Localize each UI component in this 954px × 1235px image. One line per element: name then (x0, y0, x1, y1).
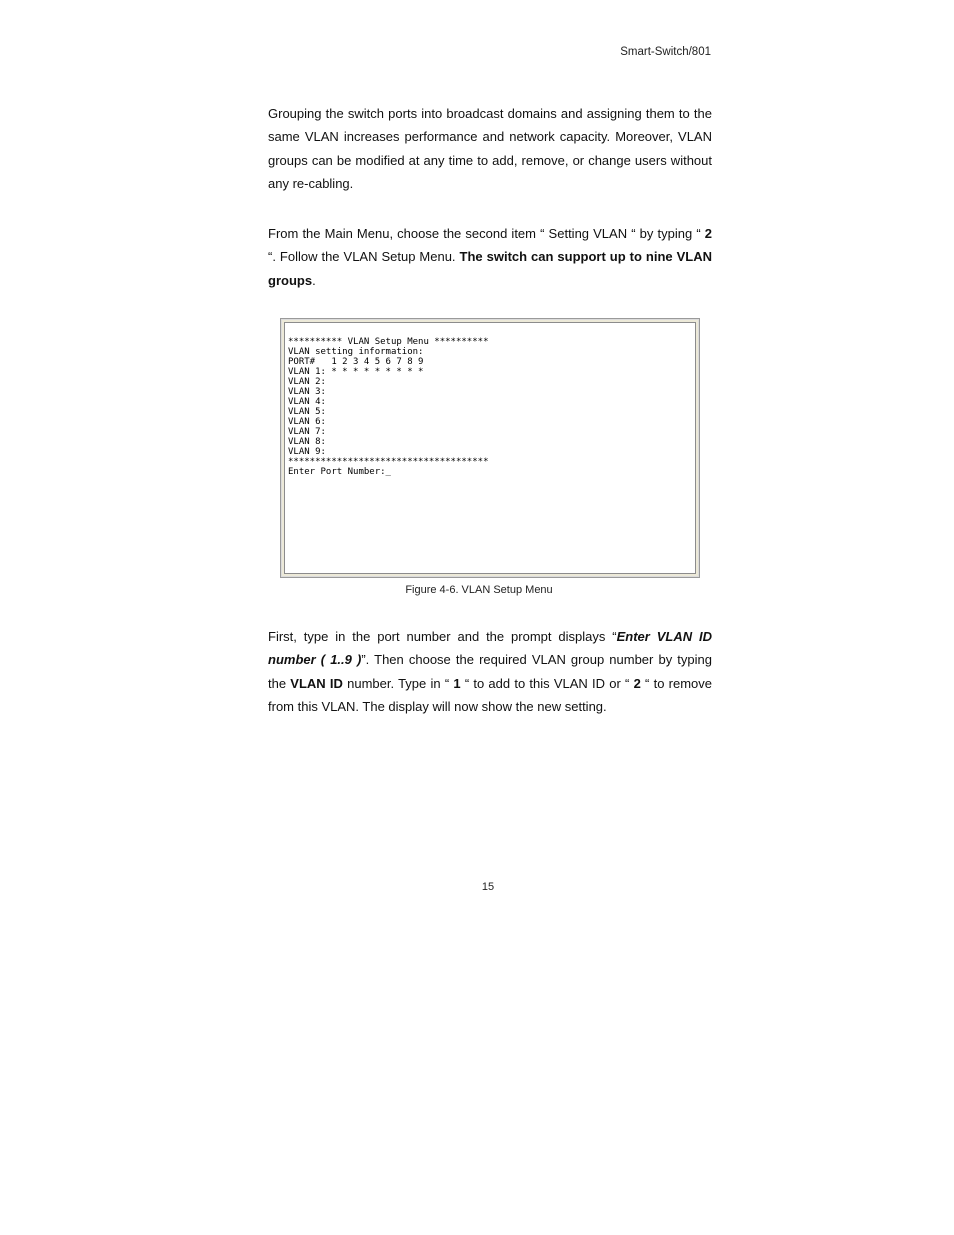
key-1-bold: 1 (453, 675, 461, 691)
setting-vlan-text-3: . (312, 272, 316, 288)
terminal-vlan4-line: VLAN 4: (288, 397, 326, 407)
terminal-vlan7-line: VLAN 7: (288, 427, 326, 437)
terminal-info-line: VLAN setting information: (288, 347, 424, 357)
port-text-3: number. Type in “ (342, 675, 454, 691)
key-2-bold: 2 (704, 226, 712, 241)
running-header: Smart-Switch/801 (620, 46, 711, 58)
nine-vlan-groups-bold: The switch can support up to nine VLAN groups (268, 249, 713, 288)
terminal-vlan3-line: VLAN 3: (288, 387, 326, 397)
vlan-setup-terminal-screenshot (280, 318, 700, 578)
page-number: 15 (481, 881, 495, 893)
port-text-4: “ to add to this VLAN ID or “ (460, 675, 634, 691)
intro-paragraph (268, 102, 712, 195)
terminal-vlan2-line: VLAN 2: (288, 377, 326, 387)
terminal-vlan1-line: VLAN 1: * * * * * * * * * (288, 367, 424, 377)
terminal-port-header-line: PORT# 1 2 3 4 5 6 7 8 9 (288, 357, 424, 367)
terminal-separator-line: ************************************* (288, 457, 489, 467)
intro-text: Grouping the switch ports into broadcast domains and assigning them to the same VLAN increases performance and network capacity. Moreover, VLAN groups can be modified at any time to add, remove, or change users without any re-cabling. (268, 106, 712, 191)
key-2-remove-bold: 2 (633, 675, 641, 691)
port-number-paragraph (268, 625, 712, 718)
enter-vlan-id-prompt-bold-italic: Enter VLAN ID number ( 1..9 ) (268, 629, 713, 668)
terminal-vlan6-line: VLAN 6: (288, 417, 326, 427)
port-text-2: ”. Then choose the required VLAN group number by typing the (268, 652, 712, 691)
figure-caption: Figure 4-6. VLAN Setup Menu (405, 584, 553, 596)
terminal-vlan8-line: VLAN 8: (288, 437, 326, 447)
vlan-id-bold: VLAN ID (290, 675, 343, 691)
setting-vlan-text-2: “. Follow the VLAN Setup Menu. (268, 249, 460, 265)
terminal-title-line: ********** VLAN Setup Menu ********** (288, 337, 489, 347)
setting-vlan-paragraph (268, 222, 712, 292)
port-text-5: “ to remove from this VLAN. The display will now show the new setting. (268, 675, 713, 714)
port-text-1: First, type in the port number and the prompt displays “ (268, 629, 617, 644)
terminal-vlan5-line: VLAN 5: (288, 407, 326, 417)
terminal-prompt-line: Enter Port Number:_ (288, 467, 391, 477)
terminal-vlan9-line: VLAN 9: (288, 447, 326, 457)
setting-vlan-text-1: From the Main Menu, choose the second item “ Setting VLAN “ by typing “ (268, 226, 705, 241)
